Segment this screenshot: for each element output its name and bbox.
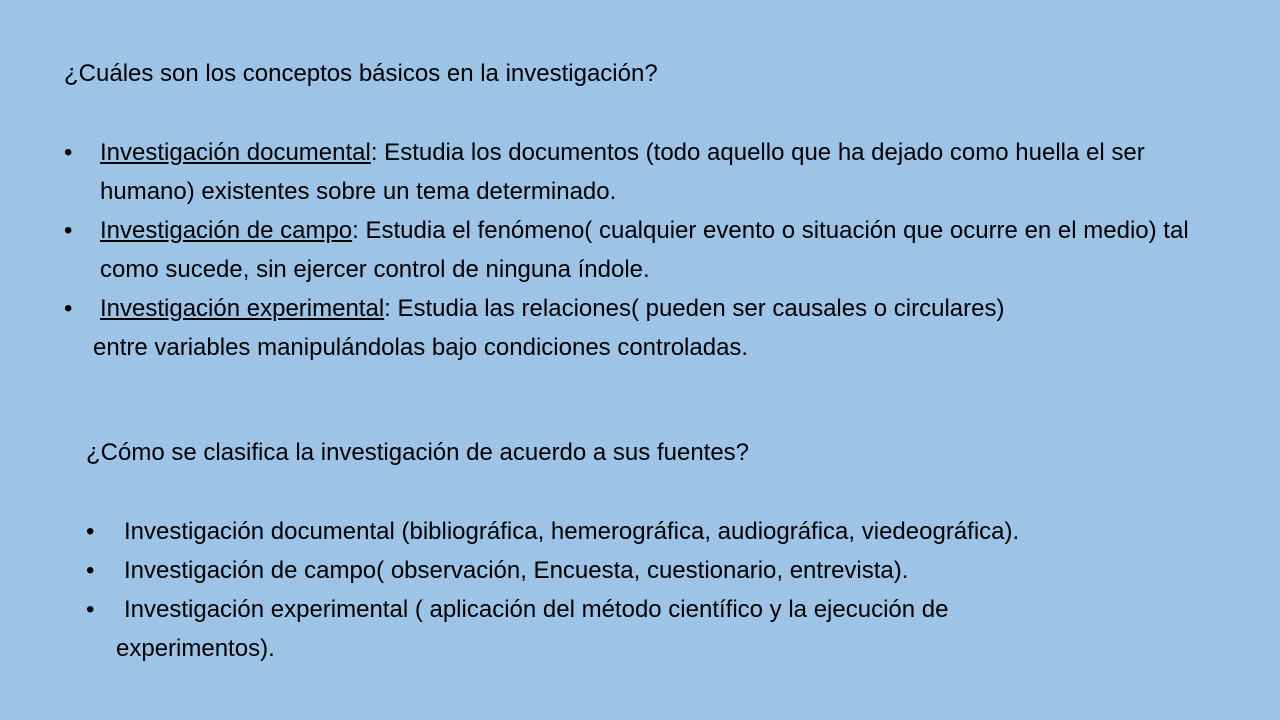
source-experimental-continuation: experimentos). — [116, 635, 275, 662]
list-item — [86, 551, 1256, 590]
bullet-icon: • — [64, 295, 73, 322]
concepts-list — [64, 133, 1244, 367]
list-item — [64, 289, 1244, 367]
list-item — [86, 512, 1256, 551]
list-item — [86, 590, 1256, 668]
source-documental: Investigación documental (bibliográfica, hemerográfica, audiográfica, viedeográfica). — [124, 518, 1020, 545]
definition-documental: : Estudia los documentos (todo aquello que ha dejado como huella el ser humano) existentes sobre un tema determinado. — [100, 139, 1145, 205]
term-documental: Investigación documental — [100, 139, 371, 166]
definition-experimental: : Estudia las relaciones( pueden ser causales o circulares) — [384, 295, 1005, 322]
concepts-question: ¿Cuáles son los conceptos básicos en la investigación? — [64, 60, 658, 87]
term-campo: Investigación de campo — [100, 217, 353, 244]
term-experimental: Investigación experimental — [100, 295, 385, 322]
sources-section — [86, 433, 1256, 668]
bullet-icon: • — [86, 518, 95, 545]
bullet-icon: • — [64, 139, 73, 166]
definition-experimental-continuation: entre variables manipulándolas bajo condiciones controladas. — [93, 334, 749, 361]
bullet-icon: • — [86, 596, 95, 623]
list-item — [64, 211, 1244, 289]
definition-campo: : Estudia el fenómeno( cualquier evento o situación que ocurre en el medio) tal como sucede, sin ejercer control de ninguna índole. — [100, 217, 1189, 283]
sources-list — [86, 512, 1256, 668]
bullet-icon: • — [86, 557, 95, 584]
concepts-section — [64, 54, 1244, 367]
bullet-icon: • — [64, 217, 73, 244]
sources-question: ¿Cómo se clasifica la investigación de acuerdo a sus fuentes? — [86, 439, 750, 466]
list-item — [64, 133, 1244, 211]
source-experimental: Investigación experimental ( aplicación del método científico y la ejecución de — [124, 596, 949, 623]
source-campo: Investigación de campo( observación, Encuesta, cuestionario, entrevista). — [124, 557, 909, 584]
